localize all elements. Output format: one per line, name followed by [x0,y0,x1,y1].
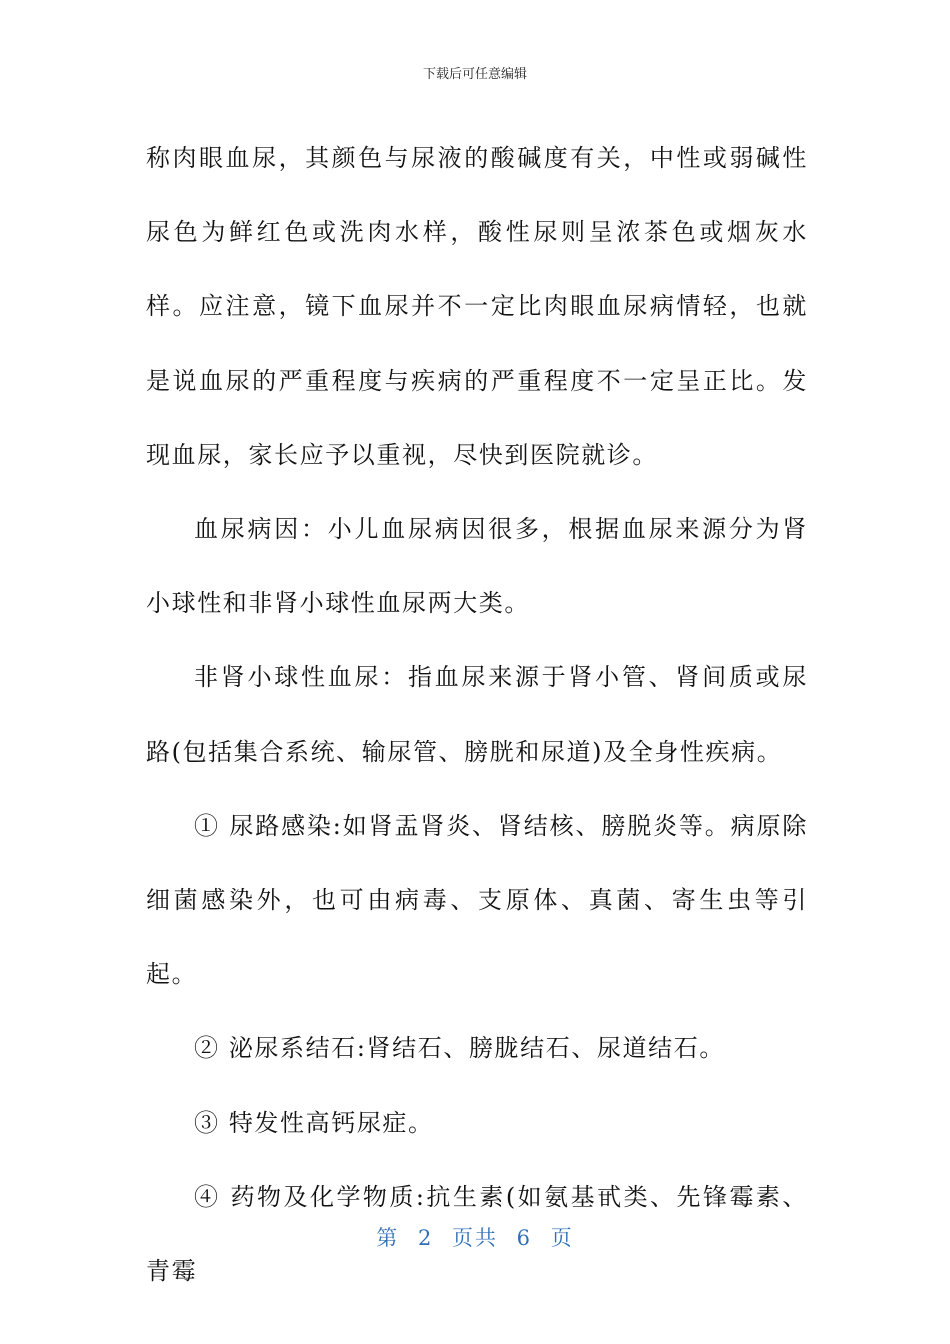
document-body [146,121,808,1308]
paragraph-non-glomerular-hematuria: 非肾小球性血尿：指血尿来源于肾小管、肾间质或尿路(包括集合系统、输尿管、膀胱和尿道)及全身性疾病。 [146,663,808,766]
list-item-urinary-infection: ① 尿路感染:如肾盂肾炎、肾结核、膀脱炎等。病原除细菌感染外，也可由病毒、支原体、真菌、寄生虫等引起。 [146,811,808,989]
page-footer [0,1224,950,1252]
page-header: 下载后可任意编辑 [422,67,527,82]
list-item-urinary-stones: ② 泌尿系结石:肾结石、膀胧结石、尿道结石。 [194,1034,725,1063]
paragraph-hematuria-causes: 血尿病因：小儿血尿病因很多，根据血尿来源分为肾小球性和非肾小球性血尿两大类。 [146,515,808,618]
list-item-hypercalciuria: ③ 特发性高钙尿症。 [194,1108,434,1137]
list-item-drugs-chemicals: ④ 药物及化学物质:抗生素(如氨基甙类、先锋霉素、青霉 [146,1182,808,1286]
paragraph-hematuria-description: 称肉眼血尿，其颜色与尿液的酸碱度有关，中性或弱碱性尿色为鲜红色或洗肉水样，酸性尿则呈浓茶色或烟灰水样。应注意，镜下血尿并不一定比肉眼血尿病情轻，也就是说血尿的严重程度与疾病的严重程度不一定呈正比。发现血尿，家长应予以重视，尽快到医院就诊。 [146,144,808,469]
page-number-label: 第 2 页共 6 页 [376,1226,574,1250]
